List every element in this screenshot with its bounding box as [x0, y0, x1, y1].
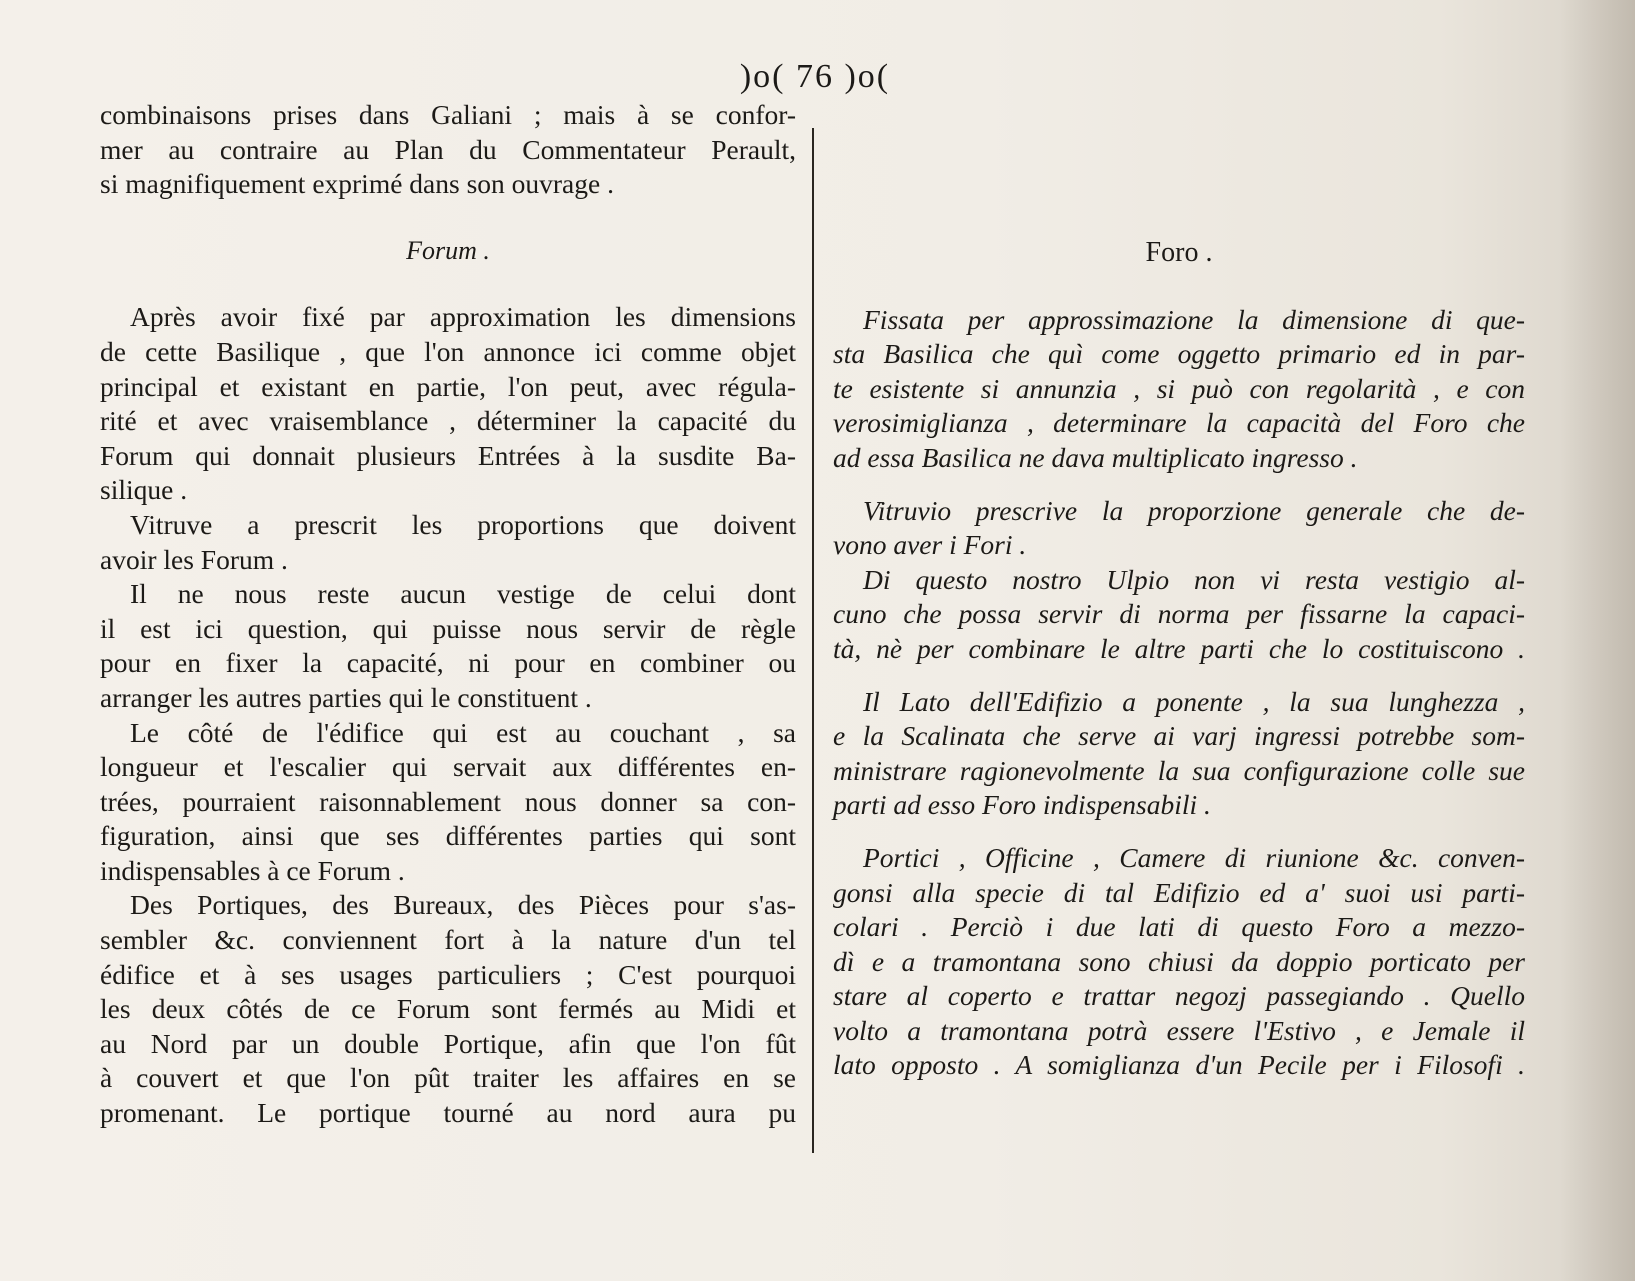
text-line: cuno che possa servir di norma per fissarne la capaci-: [833, 598, 1525, 630]
text-line: colari . Perciò i due lati di questo Foro a mezzo-: [833, 911, 1525, 943]
column-divider: [812, 128, 814, 1153]
text-line: combinaisons prises dans Galiani ; mais à se confor-: [100, 99, 796, 130]
text-line: figuration, ainsi que ses différentes parties qui sont: [100, 820, 796, 852]
italian-column: [833, 98, 1525, 1083]
paragraph: [100, 716, 796, 889]
text-line: e la Scalinata che serve ai varj ingressi potrebbe som-: [833, 720, 1525, 752]
text-line: si magnifiquement exprimé dans son ouvrage .: [100, 168, 614, 200]
paragraph: [100, 508, 796, 577]
text-line: arranger les autres parties qui le constituent .: [100, 681, 592, 713]
text-line: pour en fixer la capacité, ni pour en combiner ou: [100, 647, 796, 679]
text-line: Di questo nostro Ulpio non vi resta vestigio al-: [863, 563, 1525, 595]
text-line: Des Portiques, des Bureaux, des Pièces pour s'as-: [130, 889, 796, 921]
text-line: volto a tramontana potrà essere l'Estivo , e Jemale il: [833, 1014, 1525, 1046]
text-line: parti ad esso Foro indispensabili .: [833, 789, 1211, 821]
text-line: Fissata per approssimazione la dimensione di que-: [863, 303, 1525, 335]
paragraph: [100, 300, 796, 508]
text-line: te esistente si annunzia , si può con regolarità , e con: [833, 372, 1525, 404]
text-line: Le côté de l'édifice qui est au couchant , sa: [130, 716, 796, 748]
text-line: avoir les Forum .: [100, 543, 288, 575]
text-line: ad essa Basilica ne dava multiplicato ingresso .: [833, 441, 1358, 473]
text-line: silique .: [100, 474, 188, 506]
text-line: il est ici question, qui puisse nous servir de règle: [100, 612, 796, 644]
text-line: indispensables à ce Forum .: [100, 854, 405, 886]
text-line: tà, nè per combinare le altre parti che lo costituiscono .: [833, 632, 1525, 664]
text-line: Portici , Officine , Camere di riunione &c. conven-: [863, 841, 1525, 873]
paragraph: [100, 577, 796, 715]
section-heading: Foro .: [1145, 237, 1213, 268]
text-line: Après avoir fixé par approximation les dimensions: [130, 301, 796, 333]
text-line: trées, pourraient raisonnablement nous donner sa con-: [100, 785, 796, 817]
text-line: longueur et l'escalier qui servait aux différentes en-: [100, 751, 796, 783]
text-line: vono aver i Fori .: [833, 529, 1027, 561]
text-line: Il Lato dell'Edifizio a ponente , la sua lunghezza ,: [863, 685, 1525, 717]
page-edge-shadow: [1560, 0, 1635, 1281]
text-line: mer au contraire au Plan du Commentateur Perault,: [100, 133, 796, 165]
text-line: au Nord par un double Portique, afin que l'on fût: [100, 1027, 796, 1059]
text-line: sembler &c. conviennent fort à la nature d'un tel: [100, 924, 796, 956]
text-line: Forum qui donnait plusieurs Entrées à la susdite Ba-: [100, 439, 796, 471]
text-line: verosimiglianza , determinare la capacità del Foro che: [833, 407, 1525, 439]
text-line: ministrare ragionevolmente la sua configurazione colle sue: [833, 754, 1525, 786]
text-line: Vitruvio prescrive la proporzione generale che de-: [863, 494, 1525, 526]
page-number: )o( 76 )o(: [739, 58, 891, 95]
text-line: édifice et à ses usages particuliers ; C'est pourquoi: [100, 958, 796, 990]
text-line: les deux côtés de ce Forum sont fermés au Midi et: [100, 993, 796, 1025]
paragraph: [833, 685, 1525, 823]
paragraph: [833, 841, 1525, 1083]
text-line: Il ne nous reste aucun vestige de celui dont: [130, 578, 796, 610]
paragraph: [833, 494, 1525, 563]
text-line: lato opposto . A somiglianza d'un Pecile per i Filosofi .: [833, 1049, 1525, 1081]
text-line: de cette Basilique , que l'on annonce ici comme objet: [100, 335, 796, 367]
text-line: Vitruve a prescrit les proportions que doivent: [130, 508, 796, 540]
text-line: dì e a tramontana sono chiusi da doppio porticato per: [833, 945, 1525, 977]
text-line: à couvert et que l'on pût traiter les affaires en se: [100, 1062, 796, 1094]
text-line: sta Basilica che quì come oggetto primario ed in par-: [833, 338, 1525, 370]
section-heading: Forum .: [406, 235, 490, 265]
text-line: promenant. Le portique tourné au nord aura pu: [100, 1097, 796, 1129]
text-line: gonsi alla specie di tal Edifizio ed a' suoi usi parti-: [833, 876, 1525, 908]
paragraph: [833, 563, 1525, 667]
paragraph: [100, 888, 796, 1130]
text-line: rité et avec vraisemblance , déterminer la capacité du: [100, 405, 796, 437]
text-line: principal et existant en partie, l'on peut, avec régula-: [100, 370, 796, 402]
text-line: stare al coperto e trattar negozj passegiando . Quello: [833, 980, 1525, 1012]
paragraph: [833, 303, 1525, 476]
french-column: [100, 98, 796, 1131]
